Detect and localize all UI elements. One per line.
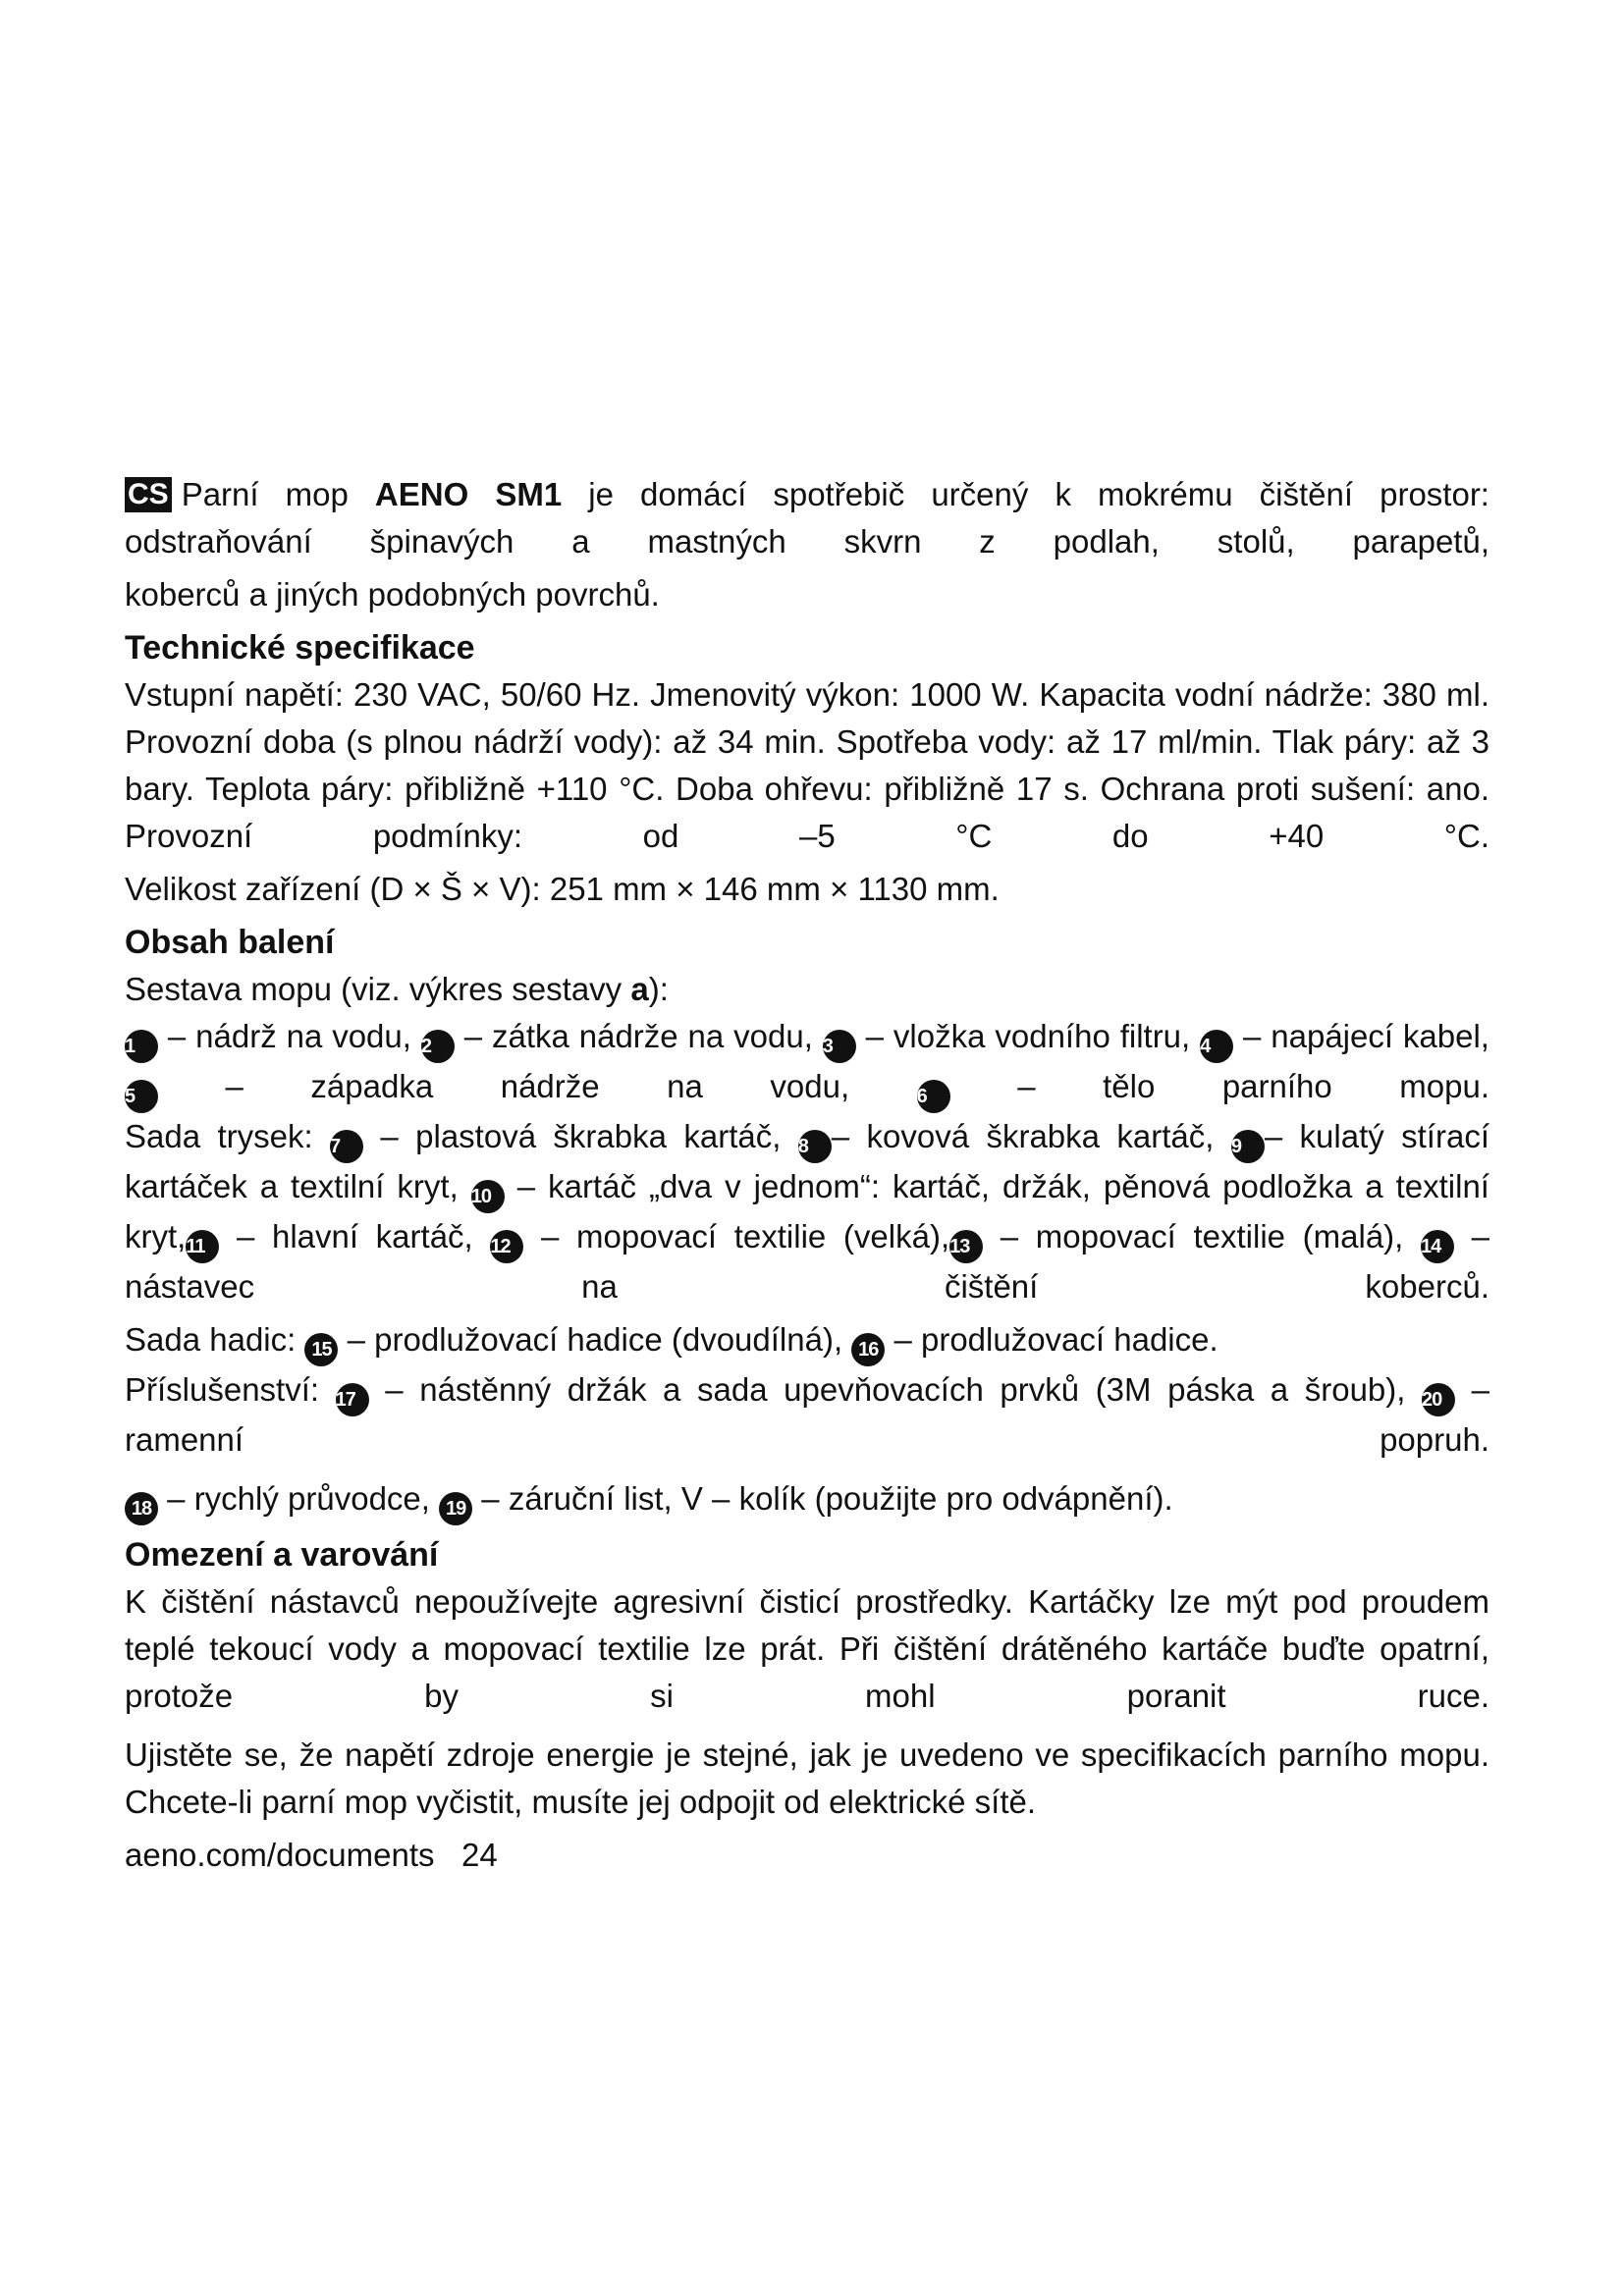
- part-number-badge: 17: [336, 1383, 369, 1416]
- footer: [125, 1832, 1489, 1879]
- intro-paragraph-end: koberců a jiných podobných povrchů.: [125, 576, 660, 613]
- part-number-badge: 12: [490, 1230, 523, 1263]
- warnings-heading: Omezení a varování: [125, 1536, 439, 1574]
- part-number-badge: 7: [330, 1130, 363, 1163]
- specs-size: Velikost zařízení (D × Š × V): 251 mm × 146 mm × 1130 mm.: [125, 871, 1000, 907]
- language-badge: CS: [125, 477, 172, 512]
- model-name: AENO SM1: [374, 476, 563, 512]
- part-number-badge: 10: [471, 1180, 505, 1213]
- page-content: [125, 471, 1489, 1879]
- documents-line: 18 – rychlý průvodce, 19 – záruční list, V – kolík (použijte pro odvápnění).: [125, 1475, 1489, 1525]
- part-number-badge: 4: [1200, 1030, 1233, 1063]
- specs-heading: Technické specifikace: [125, 629, 475, 667]
- part-number-badge: 3: [823, 1030, 856, 1063]
- parts-list: 1 – nádrž na vodu, 2 – zátka nádrže na vodu, 3 – vložka vodního filtru, 4 – napájecí kabel, 5 – západka nádrže na vodu, 6 – tělo parního mopu.: [125, 1013, 1489, 1113]
- nozzle-set: Sada trysek: 7 – plastová škrabka kartáč, 8 – kovová škrabka kartáč, 9 – kulatý stírací kartáček a textilní kryt, 10 – kartáč „dva v jednom“: kartáč, držák, pěnová podložka a textilní kryt,11 – hlavní kartáč, 12 – mopovací textilie (velká),13 – mopovací textilie (malá), 14 – nástavec na čištění koberců.: [125, 1118, 1489, 1305]
- part-number-badge: 2: [421, 1030, 455, 1063]
- part-number-badge: 18: [125, 1492, 158, 1525]
- page-number: 24: [461, 1837, 498, 1873]
- part-number-badge: 8: [798, 1130, 832, 1163]
- part-number-badge: 20: [1422, 1383, 1455, 1416]
- documents-url: aeno.com/documents: [125, 1837, 435, 1873]
- accessories: Příslušenství: 17 – nástěnný držák a sada upevňovacích prvků (3M páska a šroub), 20 – ramenní popruh.: [125, 1371, 1489, 1458]
- assembly-line: Sestava mopu (viz. výkres sestavy a):: [125, 971, 669, 1007]
- intro-paragraph: CS Parní mop AENO SM1 je domácí spotřebič určený k mokrému čištění prostor: odstraňování špinavých a mastných skvrn z podlah, stolů, parapetů,: [125, 476, 1489, 560]
- part-number-badge: 11: [186, 1230, 219, 1263]
- part-number-badge: 6: [917, 1080, 950, 1113]
- part-number-badge: 15: [304, 1333, 338, 1366]
- part-number-badge: 19: [439, 1492, 472, 1525]
- part-number-badge: 13: [949, 1230, 983, 1263]
- part-number-badge: 14: [1421, 1230, 1454, 1263]
- package-heading: Obsah balení: [125, 924, 335, 961]
- part-number-badge: 16: [851, 1333, 885, 1366]
- part-number-badge: 1: [125, 1030, 158, 1063]
- warnings-paragraph-1: K čištění nástavců nepoužívejte agresivní čisticí prostředky. Kartáčky lze mýt pod proudem teplé tekoucí vody a mopovací textilie lze prát. Při čištění drátěného kartáče buďte opatrní, protože by si mohl poranit ruce.: [125, 1583, 1489, 1714]
- warnings-paragraph-2: Ujistěte se, že napětí zdroje energie je stejné, jak je uvedeno ve specifikacích parního mopu. Chcete-li parní mop vyčistit, musíte jej odpojit od elektrické sítě.: [125, 1736, 1489, 1820]
- specs-paragraph: Vstupní napětí: 230 VAC, 50/60 Hz. Jmenovitý výkon: 1000 W. Kapacita vodní nádrže: 380 ml. Provozní doba (s plnou nádrží vody): až 34 min. Spotřeba vody: až 17 ml/min. Tlak páry: až 3 bary. Teplota páry: přibližně +110 °C. Doba ohřevu: přibližně 17 s. Ochrana proti sušení: ano. Provozní podmínky: od –5 °C do +40 °C.: [125, 676, 1489, 854]
- hose-set: Sada hadic: 15 – prodlužovací hadice (dvoudílná), 16 – prodlužovací hadice.: [125, 1316, 1489, 1366]
- part-number-badge: 9: [1231, 1130, 1265, 1163]
- part-number-badge: 5: [125, 1080, 158, 1113]
